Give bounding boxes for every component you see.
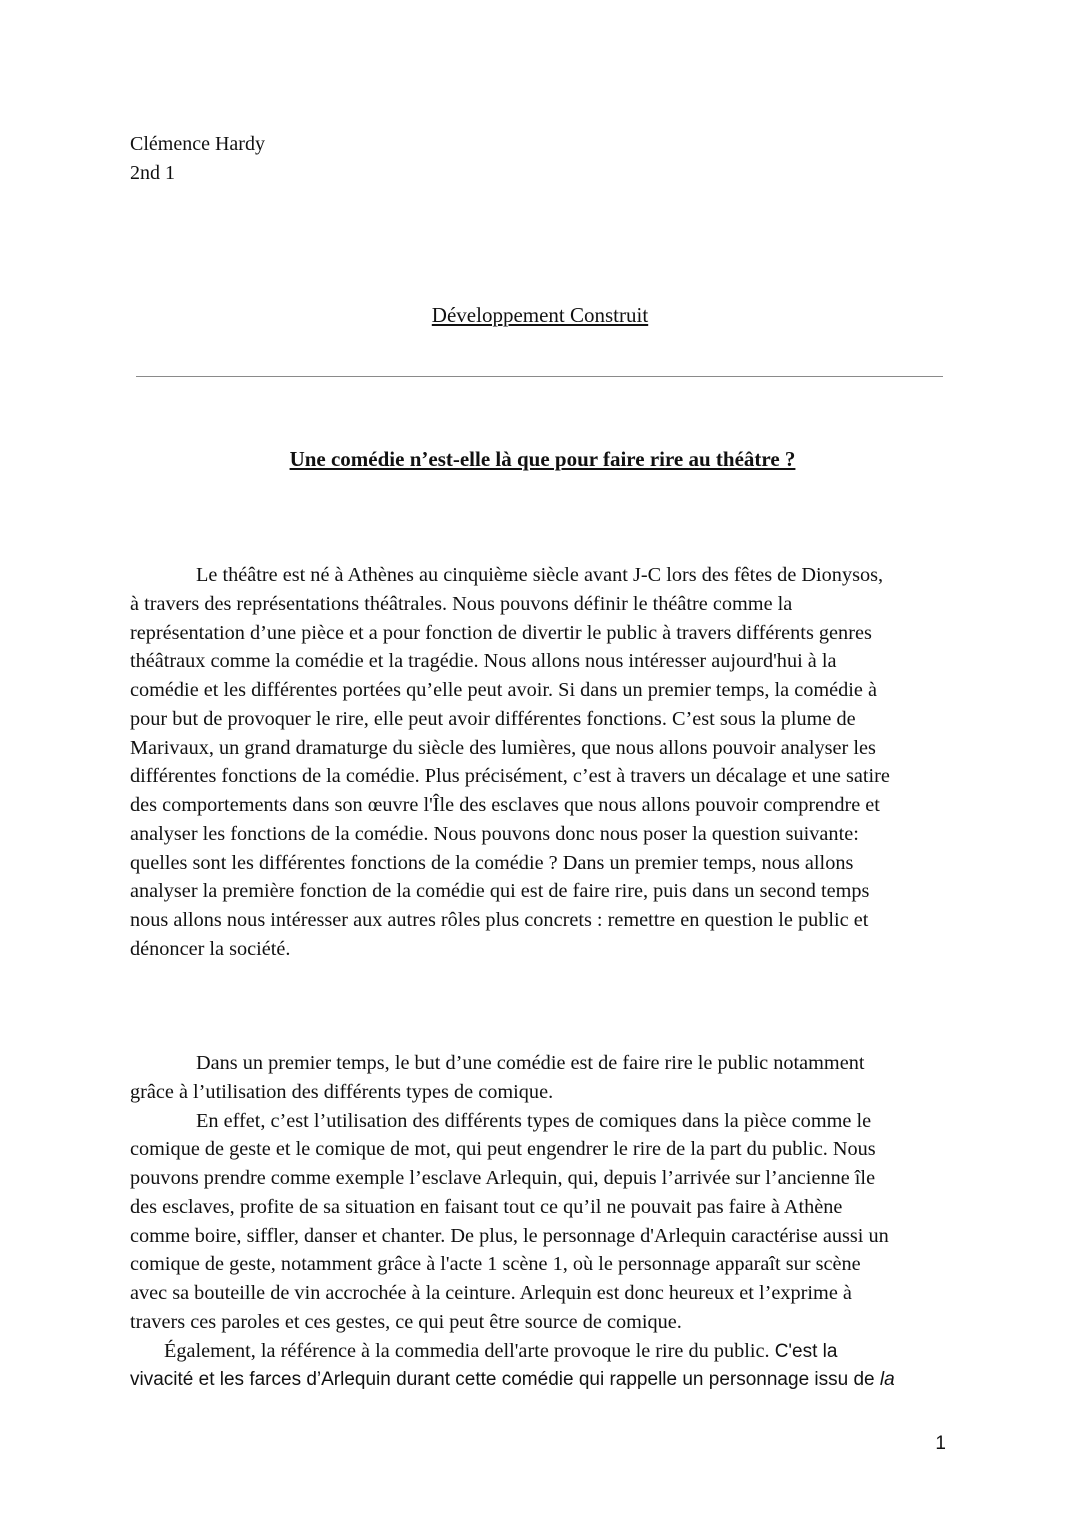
class-name: 2nd 1 <box>130 162 175 184</box>
text-line: En effet, c’est l’utilisation des différents types de comiques dans la pièce comme le <box>196 1109 872 1132</box>
essay-question: Une comédie n’est-elle là que pour faire rire au théâtre ? <box>289 447 796 471</box>
text-line: dénoncer la société. <box>130 937 291 960</box>
text-line: Dans un premier temps, le but d’une comédie est de faire rire le public notamment <box>196 1052 865 1074</box>
text-line <box>130 1337 960 1367</box>
text-line: comme boire, siffler, danser et chanter. De plus, le personnage d'Arlequin caractérise aussi un <box>130 1224 889 1247</box>
text-line: pour but de provoquer le rire, elle peut avoir différentes fonctions. C’est sous la plume de <box>130 707 856 730</box>
text-line: comique de geste et le comique de mot, qui peut engendrer le rire de la part du public. Nous <box>130 1138 876 1161</box>
text-line: comique de geste, notamment grâce à l'acte 1 scène 1, où le personnage apparaît sur scène <box>130 1253 861 1276</box>
text-segment: Également, la référence à la commedia dell'arte provoque le rire du public. <box>164 1339 775 1362</box>
page-number: 1 <box>935 1433 946 1454</box>
text-line: théâtraux comme la comédie et la tragédie. Nous allons nous intéresser aujourd'hui à la <box>130 650 837 673</box>
text-line: nous allons nous intéresser aux autres rôles plus concrets : remettre en question le public et <box>130 909 869 931</box>
text-line: Marivaux, un grand dramaturge du siècle des lumières, que nous allons pouvoir analyser les <box>130 736 876 759</box>
author-block <box>130 130 265 188</box>
text-line: différentes fonctions de la comédie. Plus précisément, c’est à travers un décalage et une satire <box>130 765 890 788</box>
text-line <box>130 1366 960 1395</box>
text-line: à travers des représentations théâtrales. Nous pouvons définir le théâtre comme la <box>130 592 793 615</box>
text-line: analyser la première fonction de la comédie qui est de faire rire, puis dans un second temps <box>130 880 870 903</box>
text-segment: C'est la <box>774 1340 838 1362</box>
text-line: quelles sont les différentes fonctions de la comédie ? Dans un premier temps, nous allons <box>130 851 854 874</box>
text-line: des esclaves, profite de sa situation en faisant tout ce qu’il ne pouvait pas faire à Athène <box>130 1195 843 1218</box>
text-line: des comportements dans son œuvre l'Île des esclaves que nous allons pouvoir comprendre et <box>130 794 880 816</box>
text-line: pouvons prendre comme exemple l’esclave Arlequin, qui, depuis l’arrivée sur l’ancienne île <box>130 1167 876 1189</box>
text-segment: vivacité et les farces d’Arlequin durant cette comédie qui rappelle un personnage issu de <box>130 1369 880 1391</box>
text-line: analyser les fonctions de la comédie. Nous pouvons donc nous poser la question suivante: <box>130 822 859 845</box>
text-line: grâce à l’utilisation des différents types de comique. <box>130 1080 554 1103</box>
text-line: avec sa bouteille de vin accrochée à la ceinture. Arlequin est donc heureux et l’exprime à <box>130 1282 852 1304</box>
text-line: Le théâtre est né à Athènes au cinquième siècle avant J-C lors des fêtes de Dionysos, <box>196 564 884 586</box>
horizontal-divider <box>136 376 943 377</box>
text-line: travers ces paroles et ces gestes, ce qui peut être source de comique. <box>130 1310 682 1333</box>
introduction-paragraph <box>130 561 960 964</box>
italic-text: la <box>879 1369 895 1391</box>
author-name: Clémence Hardy <box>130 133 265 155</box>
document-title: Développement Construit <box>431 303 649 327</box>
text-line: représentation d’une pièce et a pour fonction de divertir le public à travers différents genres <box>130 621 872 644</box>
first-part-paragraph <box>130 1049 960 1395</box>
text-line: comédie et les différentes portées qu’elle peut avoir. Si dans un premier temps, la comédie à <box>130 679 877 701</box>
